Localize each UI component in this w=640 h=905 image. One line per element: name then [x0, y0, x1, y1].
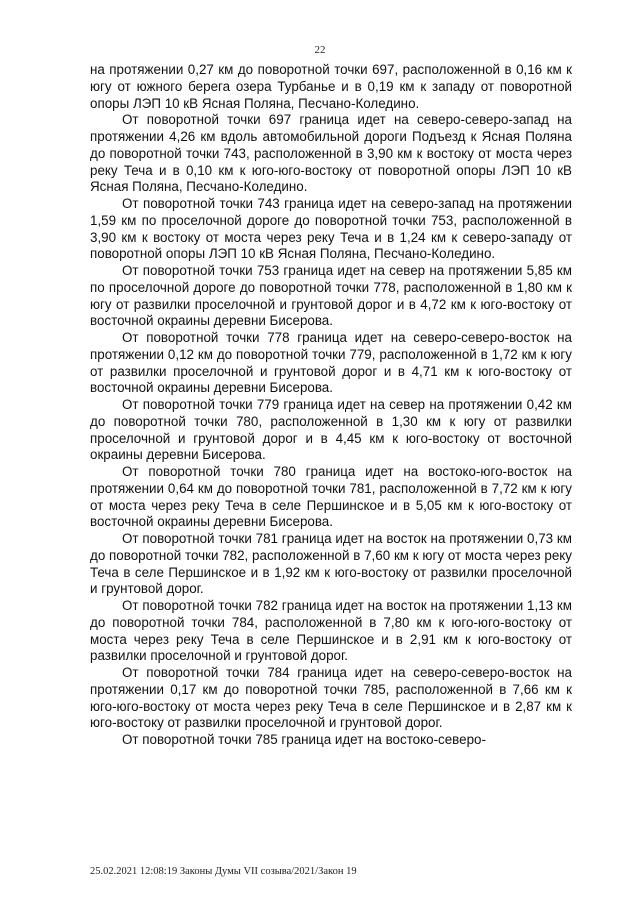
paragraph-point-780: От поворотной точки 780 граница идет на востоко-юго-восток на протяжении 0,64 км до поворотной точки 781, расположенной в 7,72 км к югу от моста через реку Теча в селе Першинское и в 5,05 км к юго-востоку от восточной окраины деревни Бисерова. — [90, 464, 572, 530]
paragraph-point-778: От поворотной точки 778 граница идет на северо-северо-восток на протяжении 0,12 км до поворотной точки 779, расположенной в 1,72 км к югу от развилки проселочной и грунтовой дорог и в 4,71 км к юго-востоку от восточной окраины деревни Бисерова. — [90, 330, 572, 396]
paragraph-point-785: От поворотной точки 785 граница идет на востоко-северо- — [122, 732, 486, 747]
paragraph-continued: на протяжении 0,27 км до поворотной точки 697, расположенной в 0,16 км к югу от южного берега озера Турбанье и в 0,19 км к западу от поворотной опоры ЛЭП 10 кВ Ясная Поляна, Песчано-Коледино. — [90, 62, 572, 111]
document-body — [90, 62, 572, 749]
paragraph-point-743: От поворотной точки 743 граница идет на северо-запад на протяжении 1,59 км по проселочной дороге до поворотной точки 753, расположенной в 3,90 км к востоку от моста через реку Теча и в 1,24 км к северо-западу от поворотной опоры ЛЭП 10 кВ Ясная Поляна, Песчано-Коледино. — [90, 196, 572, 262]
paragraph-point-779: От поворотной точки 779 граница идет на север на протяжении 0,42 км до поворотной точки 780, расположенной в 1,30 км к югу от развилки проселочной и грунтовой дорог и в 4,45 км к юго-востоку от восточной окраины деревни Бисерова. — [90, 397, 572, 463]
paragraph-point-753: От поворотной точки 753 граница идет на север на протяжении 5,85 км по проселочной дороге до поворотной точки 778, расположенной в 1,80 км к югу от развилки проселочной и грунтовой дорог и в 4,72 км к юго-востоку от восточной окраины деревни Бисерова. — [90, 263, 572, 329]
document-footer: 25.02.2021 12:08:19 Законы Думы VII созыва/2021/Закон 19 — [90, 866, 357, 877]
paragraph-point-782: От поворотной точки 782 граница идет на восток на протяжении 1,13 км до поворотной точки 784, расположенной в 7,80 км к юго-юго-востоку от моста через реку Теча в селе Першинское и в 2,91 км к юго-востоку от развилки проселочной и грунтовой дорог. — [90, 598, 572, 664]
paragraph-point-697: От поворотной точки 697 граница идет на северо-северо-запад на протяжении 4,26 км вдоль автомобильной дороги Подъезд к Ясная Поляна до поворотной точки 743, расположенной в 3,90 км к востоку от моста через реку Теча и в 0,10 км к юго-юго-востоку от поворотной опоры ЛЭП 10 кВ Ясная Поляна, Песчано-Коледино. — [90, 112, 572, 195]
page-number: 22 — [314, 44, 326, 56]
paragraph-point-781: От поворотной точки 781 граница идет на восток на протяжении 0,73 км до поворотной точки 782, расположенной в 7,60 км к югу от моста через реку Теча в селе Першинское и в 1,92 км к юго-востоку от развилки проселочной и грунтовой дорог. — [90, 531, 572, 597]
paragraph-point-784: От поворотной точки 784 граница идет на северо-северо-восток на протяжении 0,17 км до поворотной точки 785, расположенной в 7,66 км к юго-юго-востоку от моста через реку Теча в селе Першинское и в 2,87 км к юго-востоку от развилки проселочной и грунтовой дорог. — [90, 665, 572, 731]
